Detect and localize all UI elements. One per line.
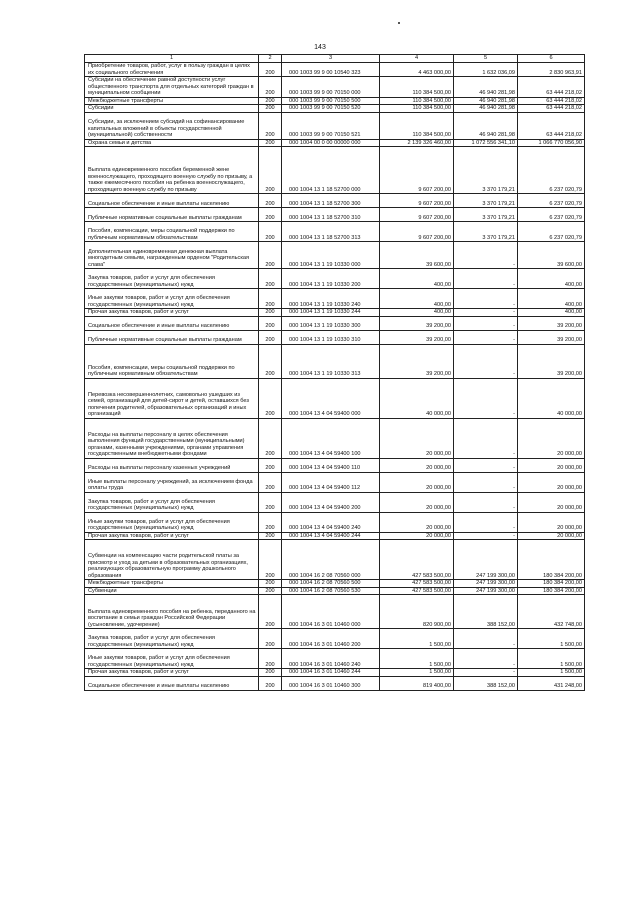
- row-kbk-cell: 000 1004 13 1 19 10330 313: [282, 344, 380, 378]
- row-executed-cell: -: [454, 269, 518, 289]
- row-code-cell: 200: [259, 330, 282, 344]
- row-remaining-cell: 1 500,00: [518, 649, 585, 669]
- table-row: [85, 105, 585, 113]
- row-name-cell: Приобретение товаров, работ, услуг в пользу граждан в целях их социального обеспечения: [85, 63, 259, 77]
- row-kbk-cell: 000 1004 13 4 04 59400 244: [282, 532, 380, 540]
- row-kbk-cell: 000 1004 16 3 01 10460 300: [282, 676, 380, 690]
- row-code-cell: 200: [259, 112, 282, 139]
- row-kbk-cell: 000 1004 13 4 04 59400 000: [282, 378, 380, 418]
- row-code-cell: 200: [259, 649, 282, 669]
- table-row: [85, 532, 585, 540]
- row-kbk-cell: 000 1004 13 1 18 52700 000: [282, 147, 380, 194]
- row-code-cell: 200: [259, 139, 282, 147]
- row-name-cell: Субсидии, за исключением субсидий на софинансирование капитальных вложений в объекты государственной (муниципальной) собственности: [85, 112, 259, 139]
- row-name-cell: Иные закупки товаров, работ и услуг для обеспечения государственных (муниципальных) нужд: [85, 289, 259, 309]
- row-executed-cell: 388 152,00: [454, 676, 518, 690]
- header-cell: 5: [454, 55, 518, 63]
- table-row: [85, 77, 585, 98]
- table-row: [85, 269, 585, 289]
- row-code-cell: 200: [259, 147, 282, 194]
- row-kbk-cell: 000 1003 99 9 00 70150 500: [282, 97, 380, 105]
- header-cell: 3: [282, 55, 380, 63]
- table-row: [85, 492, 585, 512]
- row-approved-cell: 20 000,00: [380, 512, 454, 532]
- row-approved-cell: 400,00: [380, 289, 454, 309]
- row-remaining-cell: 63 444 218,02: [518, 112, 585, 139]
- row-approved-cell: 4 463 000,00: [380, 63, 454, 77]
- row-name-cell: Перевозка несовершеннолетних, самовольно ушедших из семей, организаций для детей-сирот и детей, оставшихся без попечения родителей, образовательных организаций и иных организаций: [85, 378, 259, 418]
- table-row: [85, 595, 585, 629]
- row-kbk-cell: 000 1004 13 4 04 59400 110: [282, 458, 380, 472]
- row-code-cell: 200: [259, 63, 282, 77]
- row-name-cell: Выплата единовременного пособия на ребенка, переданного на воспитание в семьи граждан Российской Федерации (усыновление, удочерение): [85, 595, 259, 629]
- row-approved-cell: 819 400,00: [380, 676, 454, 690]
- row-code-cell: 200: [259, 242, 282, 269]
- row-code-cell: 200: [259, 540, 282, 580]
- table-row: [85, 649, 585, 669]
- row-executed-cell: 46 940 281,98: [454, 105, 518, 113]
- row-remaining-cell: 20 000,00: [518, 418, 585, 458]
- row-remaining-cell: 40 000,00: [518, 378, 585, 418]
- row-name-cell: Прочая закупка товаров, работ и услуг: [85, 669, 259, 677]
- row-executed-cell: -: [454, 472, 518, 492]
- row-approved-cell: 1 500,00: [380, 649, 454, 669]
- row-remaining-cell: 6 237 020,79: [518, 222, 585, 242]
- table-row: [85, 309, 585, 317]
- row-remaining-cell: 400,00: [518, 309, 585, 317]
- row-approved-cell: 9 607 200,00: [380, 147, 454, 194]
- row-kbk-cell: 000 1003 99 9 00 70150 520: [282, 105, 380, 113]
- row-name-cell: Межбюджетные трансферты: [85, 580, 259, 588]
- row-name-cell: Межбюджетные трансферты: [85, 97, 259, 105]
- row-code-cell: 200: [259, 472, 282, 492]
- row-remaining-cell: 1 066 770 056,90: [518, 139, 585, 147]
- row-executed-cell: 3 370 179,21: [454, 194, 518, 208]
- row-executed-cell: 247 199 300,00: [454, 580, 518, 588]
- row-name-cell: Дополнительная единовременная денежная выплата многодетным семьям, награжденным орденом "Родительская слава": [85, 242, 259, 269]
- row-remaining-cell: 400,00: [518, 289, 585, 309]
- row-remaining-cell: 39 200,00: [518, 330, 585, 344]
- row-executed-cell: -: [454, 289, 518, 309]
- row-kbk-cell: 000 1004 13 1 19 10330 240: [282, 289, 380, 309]
- row-executed-cell: -: [454, 629, 518, 649]
- row-kbk-cell: 000 1004 16 3 01 10460 000: [282, 595, 380, 629]
- row-code-cell: 200: [259, 669, 282, 677]
- row-name-cell: Расходы на выплаты персоналу в целях обеспечения выполнения функций государственными (муниципальными) органами, казенными учреждениями, органами управления государственными внебюджетными фондами: [85, 418, 259, 458]
- row-remaining-cell: 6 237 020,79: [518, 208, 585, 222]
- row-name-cell: Пособия, компенсации, меры социальной поддержки по публичным нормативным обязательствам: [85, 222, 259, 242]
- table-row: [85, 147, 585, 194]
- scan-dot: [398, 22, 400, 24]
- row-approved-cell: 400,00: [380, 269, 454, 289]
- row-name-cell: Выплата единовременного пособия беременной жене военнослужащего, проходящего военную службу по призыву, а также ежемесячного пособия на ребенка военнослужащего, проходящего военную службу по призыву: [85, 147, 259, 194]
- row-kbk-cell: 000 1004 13 1 18 52700 310: [282, 208, 380, 222]
- row-code-cell: 200: [259, 208, 282, 222]
- row-approved-cell: 39 200,00: [380, 330, 454, 344]
- row-approved-cell: 2 139 326 460,00: [380, 139, 454, 147]
- row-kbk-cell: 000 1004 16 2 08 70560 500: [282, 580, 380, 588]
- row-executed-cell: 46 940 281,98: [454, 77, 518, 98]
- row-executed-cell: 3 370 179,21: [454, 147, 518, 194]
- row-kbk-cell: 000 1004 13 4 04 59400 200: [282, 492, 380, 512]
- row-name-cell: Прочая закупка товаров, работ и услуг: [85, 532, 259, 540]
- table-row: [85, 669, 585, 677]
- row-kbk-cell: 000 1004 13 1 18 52700 300: [282, 194, 380, 208]
- row-executed-cell: 1 072 556 341,10: [454, 139, 518, 147]
- row-code-cell: 200: [259, 309, 282, 317]
- table-row: [85, 97, 585, 105]
- header-cell: 6: [518, 55, 585, 63]
- row-remaining-cell: 432 748,00: [518, 595, 585, 629]
- table-row: [85, 139, 585, 147]
- row-name-cell: Иные выплаты персоналу учреждений, за исключением фонда оплаты труда: [85, 472, 259, 492]
- row-executed-cell: -: [454, 649, 518, 669]
- row-executed-cell: 3 370 179,21: [454, 222, 518, 242]
- row-kbk-cell: 000 1004 16 2 08 70560 530: [282, 587, 380, 595]
- table-row: [85, 344, 585, 378]
- row-code-cell: 200: [259, 77, 282, 98]
- table-row: [85, 540, 585, 580]
- row-approved-cell: 20 000,00: [380, 532, 454, 540]
- row-executed-cell: -: [454, 492, 518, 512]
- row-code-cell: 200: [259, 512, 282, 532]
- table-row: [85, 676, 585, 690]
- row-code-cell: 200: [259, 458, 282, 472]
- row-executed-cell: -: [454, 344, 518, 378]
- table-row: [85, 208, 585, 222]
- row-kbk-cell: 000 1004 13 1 19 10330 200: [282, 269, 380, 289]
- row-approved-cell: 427 583 500,00: [380, 540, 454, 580]
- row-executed-cell: 247 199 300,00: [454, 540, 518, 580]
- row-remaining-cell: 20 000,00: [518, 532, 585, 540]
- row-kbk-cell: 000 1003 99 9 00 70150 521: [282, 112, 380, 139]
- row-name-cell: Закупка товаров, работ и услуг для обеспечения государственных (муниципальных) нужд: [85, 269, 259, 289]
- budget-table: [84, 54, 585, 691]
- row-kbk-cell: 000 1004 16 2 08 70560 000: [282, 540, 380, 580]
- row-name-cell: Пособия, компенсации, меры социальной поддержки по публичным нормативным обязательствам: [85, 344, 259, 378]
- row-approved-cell: 40 000,00: [380, 378, 454, 418]
- row-approved-cell: 39 600,00: [380, 242, 454, 269]
- row-code-cell: 200: [259, 595, 282, 629]
- row-code-cell: 200: [259, 269, 282, 289]
- row-remaining-cell: 1 500,00: [518, 629, 585, 649]
- table-row: [85, 330, 585, 344]
- row-code-cell: 200: [259, 316, 282, 330]
- row-name-cell: Закупка товаров, работ и услуг для обеспечения государственных (муниципальных) нужд: [85, 629, 259, 649]
- row-kbk-cell: 000 1004 16 3 01 10460 244: [282, 669, 380, 677]
- table-header-row: [85, 55, 585, 63]
- row-remaining-cell: 63 444 218,02: [518, 97, 585, 105]
- row-executed-cell: 46 940 281,98: [454, 97, 518, 105]
- row-code-cell: 200: [259, 532, 282, 540]
- table-row: [85, 472, 585, 492]
- row-name-cell: Социальное обеспечение и иные выплаты населению: [85, 194, 259, 208]
- row-remaining-cell: 63 444 218,02: [518, 105, 585, 113]
- table-row: [85, 512, 585, 532]
- row-remaining-cell: 431 248,00: [518, 676, 585, 690]
- row-name-cell: Иные закупки товаров, работ и услуг для обеспечения государственных (муниципальных) нужд: [85, 649, 259, 669]
- row-code-cell: 200: [259, 344, 282, 378]
- row-remaining-cell: 180 384 200,00: [518, 540, 585, 580]
- row-approved-cell: 9 607 200,00: [380, 222, 454, 242]
- row-approved-cell: 20 000,00: [380, 458, 454, 472]
- row-executed-cell: -: [454, 309, 518, 317]
- row-code-cell: 200: [259, 194, 282, 208]
- row-remaining-cell: 63 444 218,02: [518, 77, 585, 98]
- row-remaining-cell: 180 384 200,00: [518, 580, 585, 588]
- table-row: [85, 316, 585, 330]
- row-executed-cell: -: [454, 458, 518, 472]
- row-name-cell: Субсидии на обеспечение равной доступности услуг общественного транспорта для отдельных категорий граждан в муниципальном сообщении: [85, 77, 259, 98]
- row-kbk-cell: 000 1004 13 1 18 52700 313: [282, 222, 380, 242]
- header-cell: 4: [380, 55, 454, 63]
- row-executed-cell: -: [454, 378, 518, 418]
- row-kbk-cell: 000 1004 13 4 04 59400 100: [282, 418, 380, 458]
- row-kbk-cell: 000 1004 13 1 19 10330 300: [282, 316, 380, 330]
- row-approved-cell: 427 583 500,00: [380, 587, 454, 595]
- row-remaining-cell: 6 237 020,79: [518, 194, 585, 208]
- row-code-cell: 200: [259, 105, 282, 113]
- table-row: [85, 242, 585, 269]
- row-code-cell: 200: [259, 97, 282, 105]
- row-kbk-cell: 000 1004 13 4 04 59400 240: [282, 512, 380, 532]
- table-row: [85, 629, 585, 649]
- row-name-cell: Субсидии: [85, 105, 259, 113]
- row-name-cell: Публичные нормативные социальные выплаты гражданам: [85, 208, 259, 222]
- row-executed-cell: -: [454, 418, 518, 458]
- row-name-cell: Социальное обеспечение и иные выплаты населению: [85, 676, 259, 690]
- row-name-cell: Иные закупки товаров, работ и услуг для обеспечения государственных (муниципальных) нужд: [85, 512, 259, 532]
- row-code-cell: 200: [259, 587, 282, 595]
- table-row: [85, 458, 585, 472]
- row-executed-cell: 388 152,00: [454, 595, 518, 629]
- row-approved-cell: 110 384 500,00: [380, 112, 454, 139]
- row-remaining-cell: 20 000,00: [518, 492, 585, 512]
- row-executed-cell: -: [454, 316, 518, 330]
- row-executed-cell: -: [454, 242, 518, 269]
- row-executed-cell: -: [454, 669, 518, 677]
- table-row: [85, 418, 585, 458]
- table-row: [85, 289, 585, 309]
- row-kbk-cell: 000 1004 13 1 19 10330 000: [282, 242, 380, 269]
- row-code-cell: 200: [259, 222, 282, 242]
- row-code-cell: 200: [259, 676, 282, 690]
- row-remaining-cell: 20 000,00: [518, 472, 585, 492]
- table-row: [85, 222, 585, 242]
- table-row: [85, 580, 585, 588]
- row-approved-cell: 20 000,00: [380, 492, 454, 512]
- row-approved-cell: 1 500,00: [380, 629, 454, 649]
- row-code-cell: 200: [259, 289, 282, 309]
- row-executed-cell: -: [454, 512, 518, 532]
- row-name-cell: Закупка товаров, работ и услуг для обеспечения государственных (муниципальных) нужд: [85, 492, 259, 512]
- row-name-cell: Прочая закупка товаров, работ и услуг: [85, 309, 259, 317]
- row-code-cell: 200: [259, 492, 282, 512]
- row-kbk-cell: 000 1004 13 4 04 59400 112: [282, 472, 380, 492]
- table-row: [85, 587, 585, 595]
- row-name-cell: Социальное обеспечение и иные выплаты населению: [85, 316, 259, 330]
- row-name-cell: Субвенции: [85, 587, 259, 595]
- budget-table-body: [85, 55, 585, 691]
- row-approved-cell: 20 000,00: [380, 472, 454, 492]
- row-executed-cell: 3 370 179,21: [454, 208, 518, 222]
- row-executed-cell: 46 940 281,98: [454, 112, 518, 139]
- row-kbk-cell: 000 1004 00 0 00 00000 000: [282, 139, 380, 147]
- row-name-cell: Расходы на выплаты персоналу казенных учреждений: [85, 458, 259, 472]
- row-kbk-cell: 000 1004 13 1 19 10330 244: [282, 309, 380, 317]
- row-remaining-cell: 20 000,00: [518, 458, 585, 472]
- row-code-cell: 200: [259, 580, 282, 588]
- row-approved-cell: 427 583 500,00: [380, 580, 454, 588]
- table-row: [85, 194, 585, 208]
- row-executed-cell: -: [454, 330, 518, 344]
- row-approved-cell: 39 200,00: [380, 316, 454, 330]
- row-remaining-cell: 6 237 020,79: [518, 147, 585, 194]
- row-code-cell: 200: [259, 378, 282, 418]
- row-kbk-cell: 000 1003 99 9 00 10540 323: [282, 63, 380, 77]
- row-name-cell: Публичные нормативные социальные выплаты гражданам: [85, 330, 259, 344]
- row-executed-cell: 247 199 300,00: [454, 587, 518, 595]
- row-approved-cell: 110 384 500,00: [380, 77, 454, 98]
- row-code-cell: 200: [259, 418, 282, 458]
- row-approved-cell: 39 200,00: [380, 344, 454, 378]
- header-cell: 2: [259, 55, 282, 63]
- row-approved-cell: 110 384 500,00: [380, 105, 454, 113]
- row-approved-cell: 820 900,00: [380, 595, 454, 629]
- row-executed-cell: 1 632 036,09: [454, 63, 518, 77]
- row-approved-cell: 1 500,00: [380, 669, 454, 677]
- row-remaining-cell: 39 200,00: [518, 344, 585, 378]
- row-approved-cell: 20 000,00: [380, 418, 454, 458]
- page-number: 143: [314, 44, 326, 51]
- row-approved-cell: 9 607 200,00: [380, 194, 454, 208]
- row-code-cell: 200: [259, 629, 282, 649]
- row-remaining-cell: 1 500,00: [518, 669, 585, 677]
- row-remaining-cell: 39 600,00: [518, 242, 585, 269]
- row-remaining-cell: 400,00: [518, 269, 585, 289]
- row-name-cell: Субвенции на компенсацию части родительской платы за присмотр и уход за детьми в образовательных организациях, реализующих образовательную программу дошкольного образования: [85, 540, 259, 580]
- row-approved-cell: 110 384 500,00: [380, 97, 454, 105]
- table-row: [85, 378, 585, 418]
- row-name-cell: Охрана семьи и детства: [85, 139, 259, 147]
- table-row: [85, 63, 585, 77]
- header-cell: 1: [85, 55, 259, 63]
- row-remaining-cell: 180 384 200,00: [518, 587, 585, 595]
- row-remaining-cell: 2 830 963,91: [518, 63, 585, 77]
- row-approved-cell: 400,00: [380, 309, 454, 317]
- row-kbk-cell: 000 1004 16 3 01 10460 200: [282, 629, 380, 649]
- row-kbk-cell: 000 1004 16 3 01 10460 240: [282, 649, 380, 669]
- row-executed-cell: -: [454, 532, 518, 540]
- row-approved-cell: 9 607 200,00: [380, 208, 454, 222]
- table-row: [85, 112, 585, 139]
- row-kbk-cell: 000 1003 99 9 00 70150 000: [282, 77, 380, 98]
- row-kbk-cell: 000 1004 13 1 19 10330 310: [282, 330, 380, 344]
- row-remaining-cell: 39 200,00: [518, 316, 585, 330]
- row-remaining-cell: 20 000,00: [518, 512, 585, 532]
